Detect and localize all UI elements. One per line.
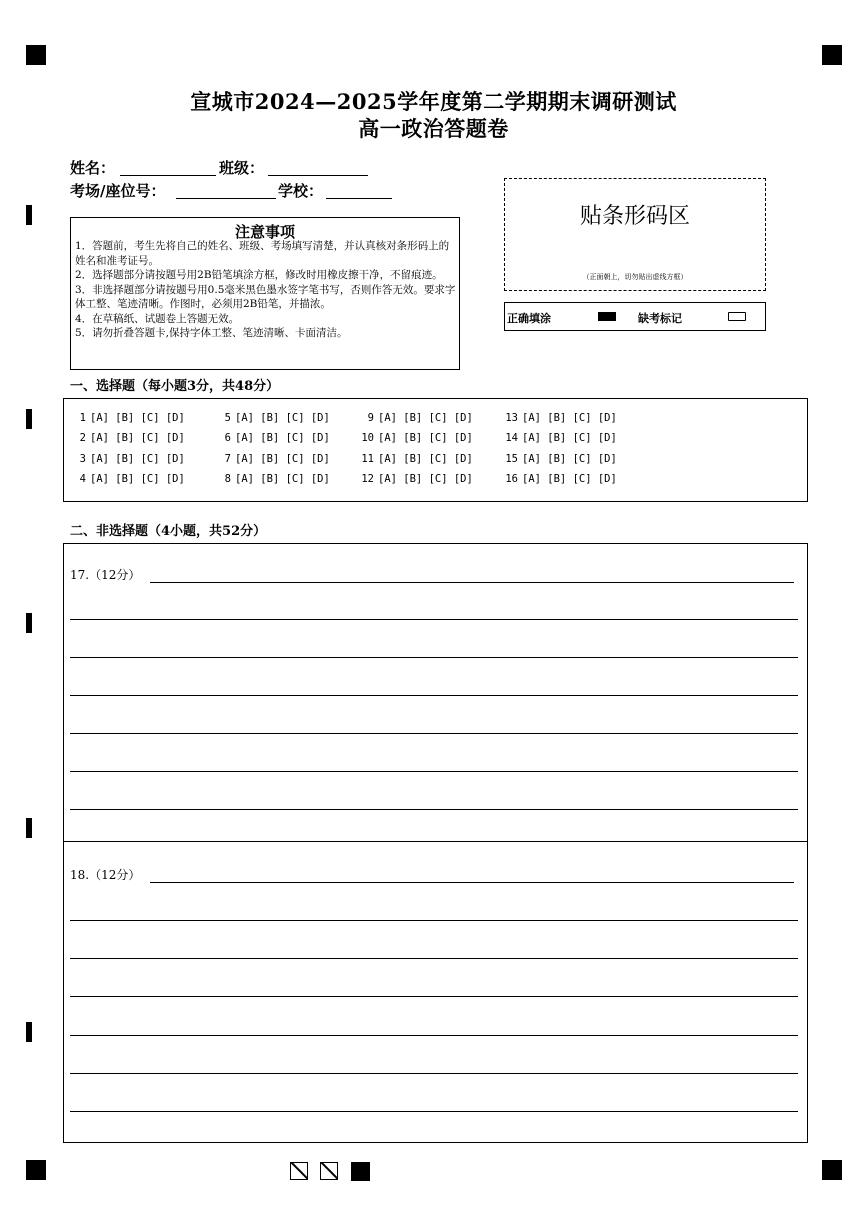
writing-line[interactable] bbox=[70, 809, 798, 810]
corner-mark-bottom-right bbox=[822, 1160, 842, 1180]
question-row[interactable]: 12 [A] [B] [C] [D] bbox=[361, 473, 473, 485]
question-row[interactable]: 5 [A] [B] [C] [D] bbox=[224, 412, 330, 424]
writing-line[interactable] bbox=[70, 1073, 798, 1074]
writing-line[interactable] bbox=[70, 958, 798, 959]
timing-bar bbox=[26, 613, 32, 633]
page-code-mark bbox=[320, 1162, 338, 1180]
choice-answer-box bbox=[63, 398, 808, 502]
barcode-note: （正面朝上，切勿贴出虚线方框） bbox=[582, 273, 688, 281]
question-row[interactable]: 6 [A] [B] [C] [D] bbox=[224, 432, 330, 444]
writing-line[interactable] bbox=[70, 771, 798, 772]
answer-box-18 bbox=[63, 841, 808, 1143]
writing-line[interactable] bbox=[70, 619, 798, 620]
notice-item: 3．非选择题部分请按题号用0.5毫米黑色墨水签字笔书写，否则作答无效。要求字体工整、笔迹清晰。作图时，必须用2B铅笔，并描浓。 bbox=[75, 283, 456, 310]
question-row[interactable]: 13 [A] [B] [C] [D] bbox=[505, 412, 617, 424]
writing-line[interactable] bbox=[150, 882, 794, 883]
writing-line[interactable] bbox=[70, 1035, 798, 1036]
name-field[interactable] bbox=[120, 175, 216, 176]
question-row[interactable]: 3 [A] [B] [C] [D] bbox=[79, 453, 185, 465]
timing-bar bbox=[26, 409, 32, 429]
name-label: 姓名： bbox=[70, 159, 116, 177]
notice-item: 4．在草稿纸、试题卷上答题无效。 bbox=[75, 312, 240, 325]
notice-box bbox=[70, 217, 460, 370]
notice-list bbox=[75, 239, 457, 341]
page-subtitle: 高一政治答题卷 bbox=[358, 116, 509, 141]
absent-mark-label: 缺考标记 bbox=[638, 312, 682, 325]
timing-bar bbox=[26, 818, 32, 838]
barcode-title: 贴条形码区 bbox=[579, 204, 690, 229]
exam-seat-label: 考场/座位号： bbox=[70, 182, 166, 200]
class-label: 班级： bbox=[219, 159, 265, 177]
absent-checkbox[interactable] bbox=[728, 312, 746, 321]
section2-title: 二、非选择题（4小题，共52分） bbox=[70, 524, 267, 539]
question-row[interactable]: 8 [A] [B] [C] [D] bbox=[224, 473, 330, 485]
question-row[interactable]: 4 [A] [B] [C] [D] bbox=[79, 473, 185, 485]
writing-line[interactable] bbox=[70, 996, 798, 997]
question-row[interactable]: 7 [A] [B] [C] [D] bbox=[224, 453, 330, 465]
corner-mark-top-right bbox=[822, 45, 842, 65]
exam-seat-field[interactable] bbox=[176, 198, 276, 199]
school-label: 学校： bbox=[278, 182, 324, 200]
fill-legend bbox=[504, 302, 766, 331]
page-code-mark-filled bbox=[351, 1162, 370, 1181]
corner-mark-bottom-left bbox=[26, 1160, 46, 1180]
correct-fill-label: 正确填涂 bbox=[507, 312, 551, 325]
timing-bar bbox=[26, 205, 32, 225]
question-row[interactable]: 16 [A] [B] [C] [D] bbox=[505, 473, 617, 485]
question-row[interactable]: 1 [A] [B] [C] [D] bbox=[79, 412, 185, 424]
notice-item: 1．答题前，考生先将自己的姓名、班级、考场填写清楚，并认真核对条形码上的姓名和准考证号。 bbox=[75, 240, 450, 267]
school-field[interactable] bbox=[326, 198, 392, 199]
filled-box-icon bbox=[598, 312, 616, 321]
notice-item: 2．选择题部分请按题号用2B铅笔填涂方框，修改时用橡皮擦干净，不留痕迹。 bbox=[75, 269, 443, 281]
notice-item: 5．请勿折叠答题卡,保持字体工整、笔迹清晰、卡面清洁。 bbox=[75, 327, 348, 339]
timing-bar bbox=[26, 1022, 32, 1042]
page-title: 宣城市2024—2025学年度第二学期期末调研测试 bbox=[190, 89, 677, 114]
writing-line[interactable] bbox=[70, 657, 798, 658]
writing-line[interactable] bbox=[70, 920, 798, 921]
barcode-area[interactable] bbox=[504, 178, 766, 291]
notice-title: 注意事项 bbox=[234, 223, 295, 241]
question-row[interactable]: 2 [A] [B] [C] [D] bbox=[79, 432, 185, 444]
corner-mark-top-left bbox=[26, 45, 46, 65]
q17-label: 17.（12分） bbox=[70, 568, 141, 582]
question-row[interactable]: 10 [A] [B] [C] [D] bbox=[361, 432, 473, 444]
writing-line[interactable] bbox=[70, 733, 798, 734]
answer-box-17 bbox=[63, 543, 808, 842]
class-field[interactable] bbox=[268, 175, 368, 176]
q18-label: 18.（12分） bbox=[70, 868, 141, 882]
section1-title: 一、选择题（每小题3分，共48分） bbox=[70, 379, 280, 394]
writing-line[interactable] bbox=[70, 1111, 798, 1112]
page-code-mark bbox=[290, 1162, 308, 1180]
question-row[interactable]: 9 [A] [B] [C] [D] bbox=[367, 412, 473, 424]
question-row[interactable]: 11 [A] [B] [C] [D] bbox=[361, 453, 473, 465]
writing-line[interactable] bbox=[70, 695, 798, 696]
question-row[interactable]: 14 [A] [B] [C] [D] bbox=[505, 432, 617, 444]
question-row[interactable]: 15 [A] [B] [C] [D] bbox=[505, 453, 617, 465]
writing-line[interactable] bbox=[150, 582, 794, 583]
